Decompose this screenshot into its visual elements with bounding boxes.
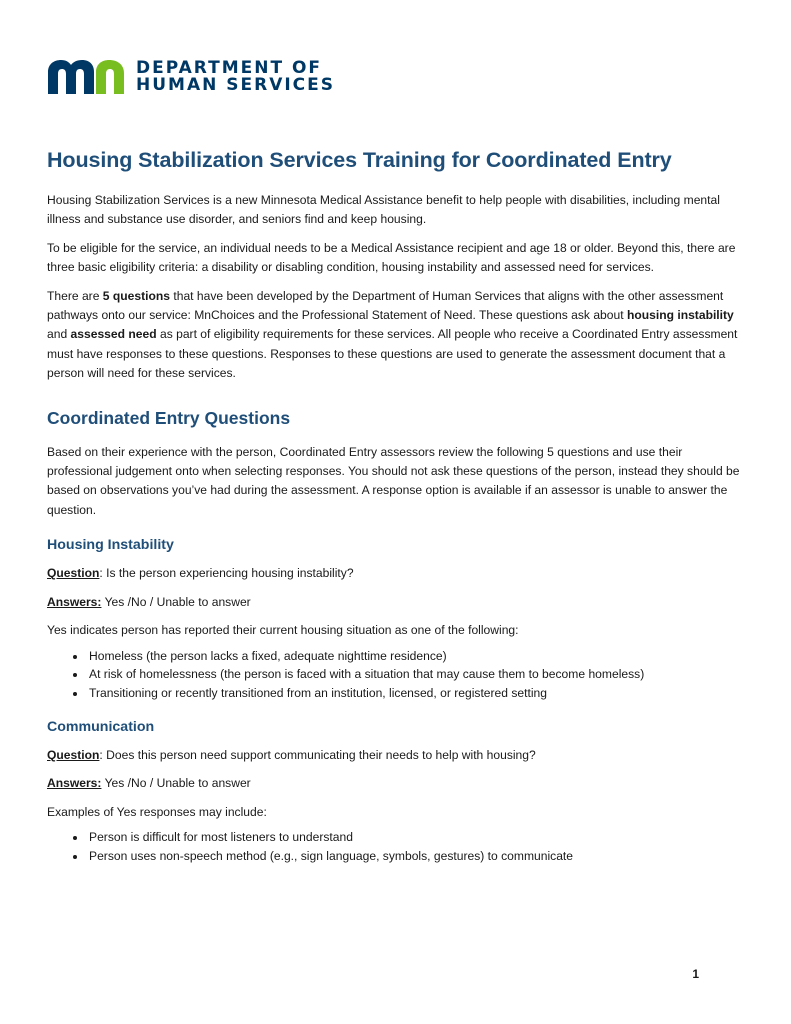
communication-question (47, 746, 747, 765)
logo-line-2: HUMAN SERVICES (136, 75, 336, 95)
section-heading: Coordinated Entry Questions (47, 407, 291, 428)
intro-paragraph-2: To be eligible for the service, an individual needs to be a Medical Assistance recipient and age 18 or older. Beyond this, there are three basic eligibility criteria: a disability or disabling condition, housing instability and assessed need for services. (47, 240, 736, 275)
communication-heading: Communication (47, 719, 155, 735)
p3-bold-housing: housing instability (626, 308, 734, 323)
document-body (47, 145, 747, 865)
section-intro: Based on their experience with the person, Coordinated Entry assessors review the following 5 questions and use their professional judgement onto when selecting responses. You should not ask these questions of the person, instead they should be based on observations you’ve had during the assessment. A response option is available if an assessor is unable to answer the question. (47, 444, 740, 517)
housing-bullet-list (47, 647, 747, 703)
housing-question (47, 564, 747, 583)
housing-lead: Yes indicates person has reported their current housing situation as one of the following: (47, 623, 519, 638)
housing-question-text: : Is the person experiencing housing instability? (99, 566, 354, 581)
logo-text (136, 60, 335, 94)
communication-answers-text: Yes /No / Unable to answer (101, 776, 251, 791)
list-item: • Person uses non-speech method (e.g., sign language, symbols, gestures) to communicate (87, 847, 747, 866)
p3-bold-need: assessed need (70, 327, 157, 342)
intro-paragraph-3 (47, 287, 747, 384)
communication-bullet-list (47, 828, 747, 865)
communication-lead: Examples of Yes responses may include: (47, 804, 267, 819)
answers-label: Answers: (47, 776, 102, 791)
dhs-logo (46, 58, 335, 96)
mn-logo-icon (46, 58, 126, 96)
question-label: Question (47, 566, 100, 581)
housing-answers (47, 593, 747, 612)
p3-text-b: that have been developed by the Department of Human Services that aligns with the other assessment pathways onto our service: MnChoices and the Professional Statement of Need. These questions ask about (47, 288, 724, 323)
intro-paragraph-1: Housing Stabilization Services is a new Minnesota Medical Assistance benefit to help people with disabilities, including mental illness and substance use disorder, and seniors find and keep housing. (47, 193, 720, 227)
p3-text-c: and (47, 327, 71, 342)
list-item: • At risk of homelessness (the person is faced with a situation that may cause them to become homeless) (87, 665, 747, 684)
question-label: Question (47, 748, 100, 762)
p3-text-a: There are (47, 288, 103, 303)
housing-heading: Housing Instability (47, 537, 174, 554)
p3-text-d: as part of eligibility requirements for these services. All people who receive a Coordinated Entry assessment must have responses to these questions. Responses to these questions are used to generate the assessment document that a person will need for these services. (47, 327, 738, 381)
list-item: • Transitioning or recently transitioned from an institution, licensed, or registered setting (87, 684, 747, 703)
page-number: 1 (692, 967, 699, 981)
communication-question-text: : Does this person need support communicating their needs to help with housing? (99, 748, 536, 762)
logo-line-1: DEPARTMENT OF (136, 58, 323, 78)
housing-answers-text: Yes /No / Unable to answer (101, 594, 251, 609)
communication-answers (47, 774, 747, 793)
p3-bold-questions: 5 questions (102, 288, 170, 303)
answers-label: Answers: (47, 594, 102, 609)
list-item: • Person is difficult for most listeners to understand (87, 828, 747, 847)
page-title: Housing Stabilization Services Training for Coordinated Entry (47, 148, 672, 172)
list-item: • Homeless (the person lacks a fixed, adequate nighttime residence) (87, 647, 747, 666)
